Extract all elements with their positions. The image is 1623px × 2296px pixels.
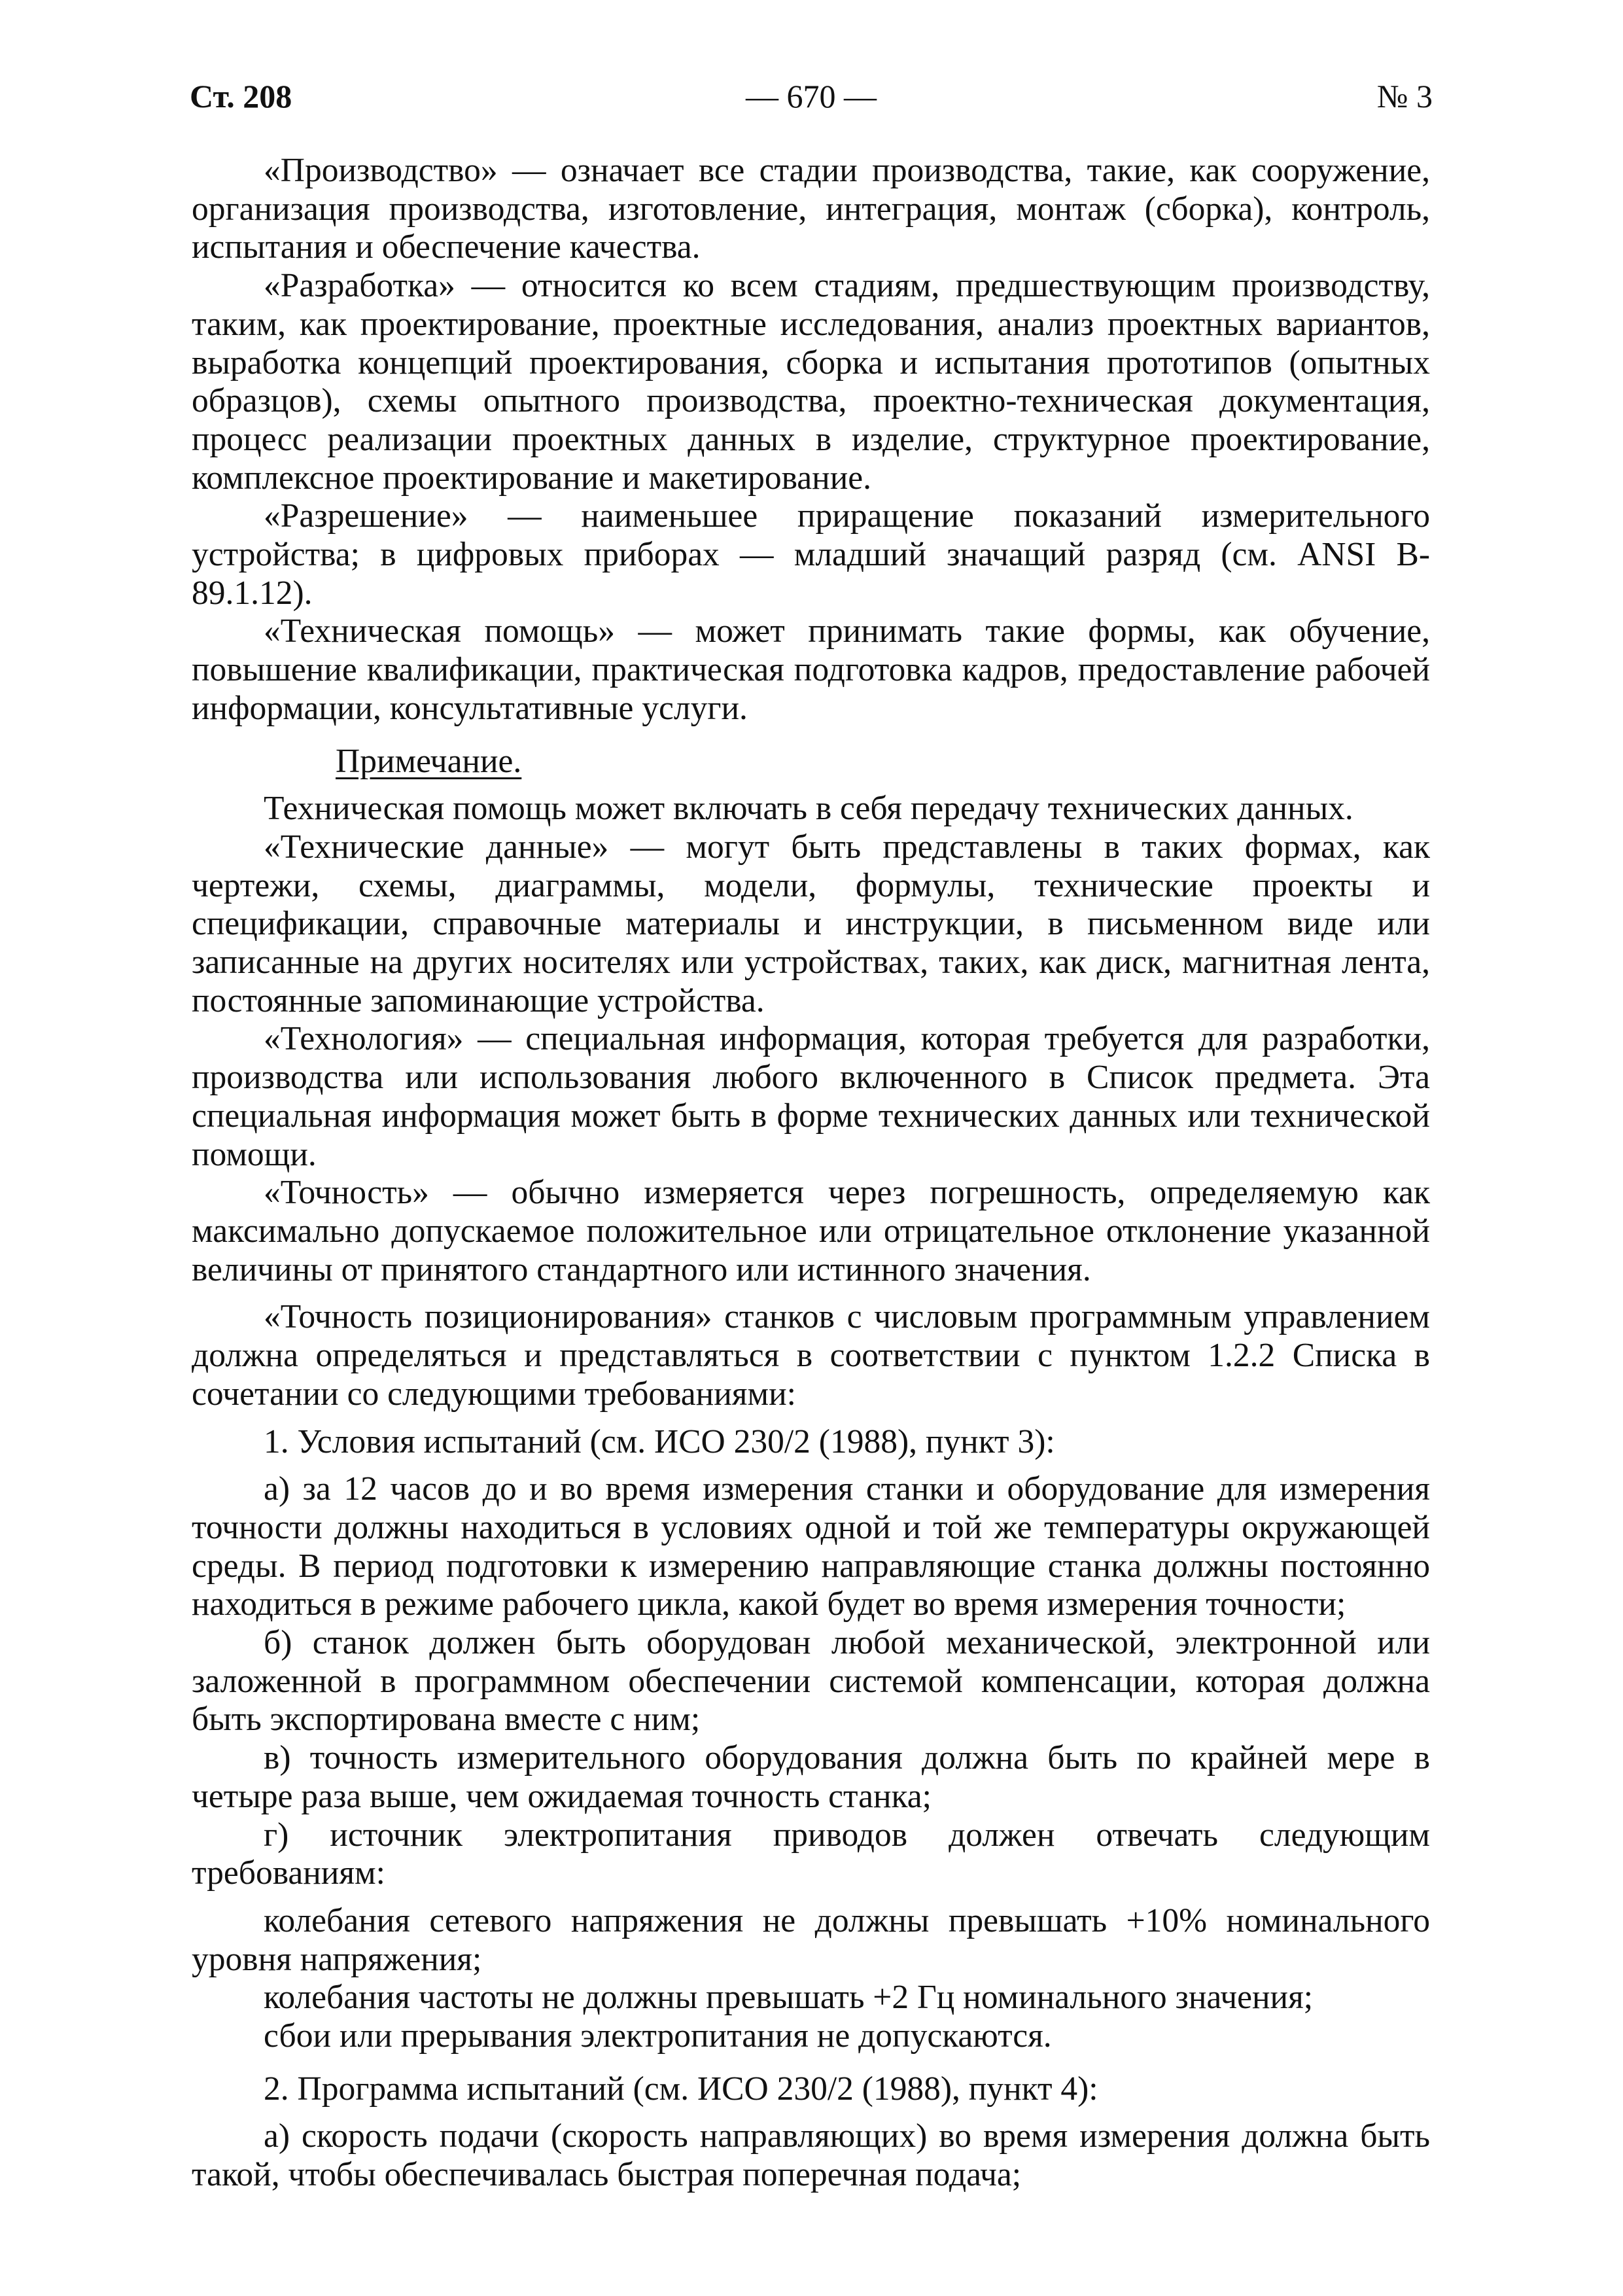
note-heading-line (192, 743, 1430, 781)
sub-item: колебания сетевого напряжения не должны превышать +10% номинального уровня напряжения; (192, 1901, 1430, 1978)
paragraph: «Техническая помощь» — может принимать такие формы, как обучение, повышение квалификации, практическая подготовка кадров, предоставление рабочей информации, консультативные услуги. (192, 612, 1430, 727)
paragraph: «Технические данные» — могут быть представлены в таких формах, как чертежи, схемы, диаграммы, модели, формулы, технические проекты и спецификации, справочные материалы и инструкции, в письменном виде или записанные на других носителях или устройствах, таких, как диск, магнитная лента, постоянные запоминающие устройства. (192, 828, 1430, 1019)
page-header (190, 77, 1433, 136)
list-heading: 2. Программа испытаний (см. ИСО 230/2 (1988), пункт 4): (264, 2070, 1098, 2108)
paragraph: «Разрешение» — наименьшее приращение показаний измерительного устройства; в цифровых приборах — младший значащий разряд (см. ANSI B-89.1.12). (192, 497, 1430, 612)
paragraph: «Разработка» — относится ко всем стадиям, предшествующим производству, таким, как проектирование, проектные исследования, анализ проектных вариантов, выработка концепций проектирования, сборка и испытания прототипов (опытных образцов), схемы опытного производства, проектно-техническая документация, процесс реализации проектных данных в изделие, структурное проектирование, комплексное проектирование и макетирование. (192, 267, 1430, 497)
paragraph: «Производство» — означает все стадии производства, такие, как сооружение, организация производства, изготовление, интеграция, монтаж (сборка), контроль, испытания и обеспечение качества. (192, 152, 1430, 266)
note-heading: Примечание. (336, 742, 522, 780)
list-item: г) источник электропитания приводов должен отвечать следующим требованиям: (192, 1816, 1430, 1892)
paragraph: Техническая помощь может включать в себя передачу технических данных. (264, 790, 1353, 828)
paragraph: «Точность» — обычно измеряется через погрешность, определяемую как максимально допускаемое положительное или отрицательное отклонение указанной величины от принятого стандартного или истинного значения. (192, 1174, 1430, 1288)
article-number: Ст. 208 (190, 78, 292, 115)
list-item: в) точность измерительного оборудования должна быть по крайней мере в четыре раза выше, чем ожидаемая точность станка; (192, 1739, 1430, 1815)
paragraph: «Технология» — специальная информация, которая требуется для разработки, производства или использования любого включенного в Список предмета. Эта специальная информация может быть в форме технических данных или технической помощи. (192, 1020, 1430, 1173)
sub-item: сбои или прерывания электропитания не допускаются. (264, 2017, 1052, 2055)
list-item: а) за 12 часов до и во время измерения станки и оборудование для измерения точности должны находиться в условиях одной и той же температуры окружающей среды. В период подготовки к измерению направляющие станка должны постоянно находиться в режиме рабочего цикла, какой будет во время измерения точности; (192, 1470, 1430, 1623)
list-item: а) скорость подачи (скорость направляющих) во время измерения должна быть такой, чтобы обеспечивалась быстрая поперечная подача; (192, 2117, 1430, 2194)
list-heading: 1. Условия испытаний (см. ИСО 230/2 (1988), пункт 3): (264, 1422, 1055, 1460)
issue-number: № 3 (1376, 78, 1433, 115)
document-body (192, 152, 1430, 2195)
list-item: б) станок должен быть оборудован любой механической, электронной или заложенной в программном обеспечении системой компенсации, которая должна быть экспортирована вместе с ним; (192, 1624, 1430, 1739)
page-number: — 670 — (746, 78, 877, 115)
sub-item: колебания частоты не должны превышать +2 Гц номинального значения; (264, 1979, 1314, 2017)
paragraph: «Точность позиционирования» станков с числовым программным управлением должна определяться и представляться в соответствии с пунктом 1.2.2 Списка в сочетании со следующими требованиями: (192, 1298, 1430, 1413)
